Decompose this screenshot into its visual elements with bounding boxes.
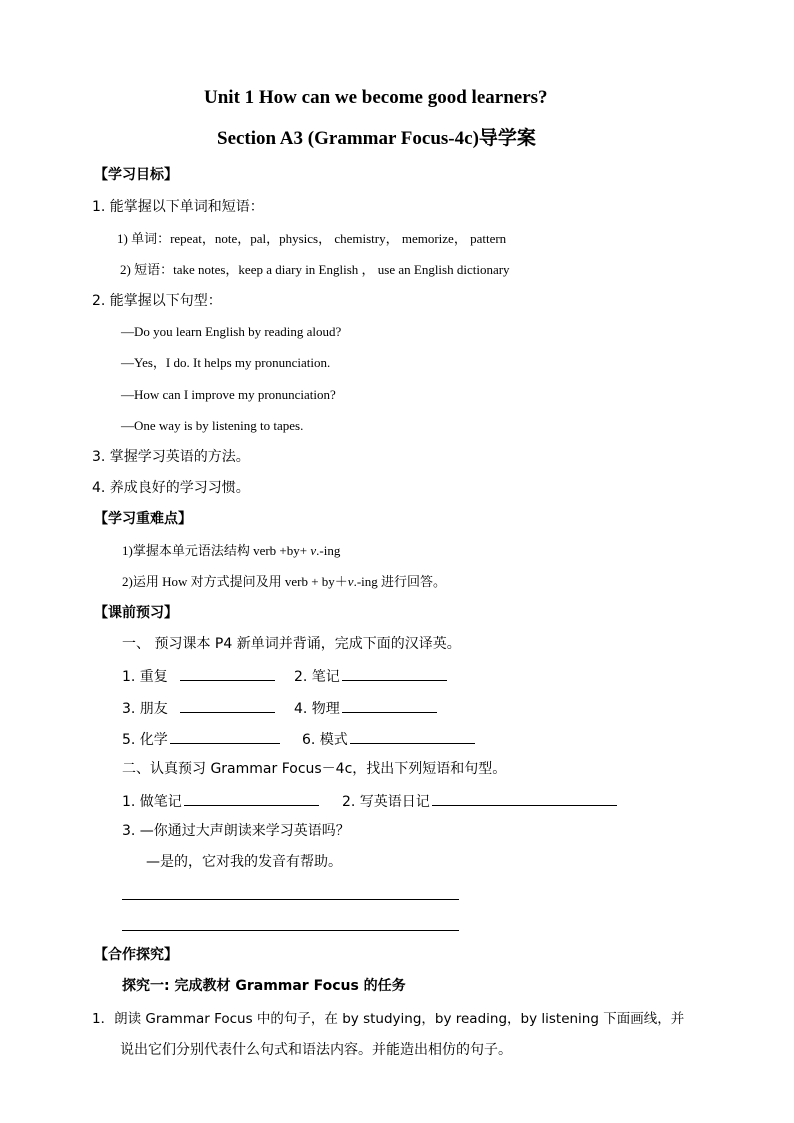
- sentence-1: —Do you learn English by reading aloud?: [121, 324, 342, 339]
- answer-blank[interactable]: [432, 791, 617, 806]
- page-title: Unit 1 How can we become good learners?: [204, 87, 548, 108]
- objective-item-2: 2. 能掌握以下句型：: [92, 293, 222, 309]
- objective-phrases: 2) 短语：take notes，keep a diary in English ， use an English dictionary: [120, 262, 510, 277]
- key-point-2: [122, 573, 446, 591]
- key-point-1-ing: .-ing: [316, 543, 341, 558]
- sentence-3: —How can I improve my pronunciation?: [121, 387, 336, 402]
- vocab-label: 1. 重复: [122, 669, 168, 685]
- vocab-item: [294, 698, 437, 718]
- answer-blank[interactable]: [184, 791, 319, 806]
- explore-paragraph-line-2: 说出它们分别代表什么句式和语法内容。并能造出相仿的句子。: [120, 1042, 512, 1058]
- phrase-item: [342, 791, 617, 811]
- sentence-2: —Yes，I do. It helps my pronunciation.: [121, 355, 331, 370]
- objective-words: 1) 单词：repeat，note，pal，physics， chemistry， memorize， pattern: [117, 231, 507, 246]
- key-point-1-text: 1)掌握本单元语法结构 verb +by+: [122, 543, 311, 558]
- key-point-1: [122, 542, 340, 560]
- answer-blank[interactable]: [342, 666, 447, 681]
- section-heading-objectives: 【学习目标】: [94, 167, 178, 183]
- phrase-label: 2. 写英语日记: [342, 794, 430, 810]
- preview-part-1: 一、 预习课本 P4 新单词并背诵，完成下面的汉译英。: [122, 636, 461, 652]
- phrase-item: [122, 791, 319, 811]
- key-point-1-v: v: [310, 543, 317, 558]
- answer-blank[interactable]: [180, 698, 275, 713]
- vocab-label: 3. 朋友: [122, 701, 168, 717]
- objective-item-4: 4. 养成良好的学习习惯。: [92, 480, 250, 496]
- preview-part-2: 二、认真预习 Grammar Focus－4c，找出下列短语和句型。: [122, 761, 507, 777]
- answer-line[interactable]: [122, 930, 459, 931]
- objective-item-3: 3. 掌握学习英语的方法。: [92, 449, 250, 465]
- vocab-item: [302, 729, 475, 749]
- vocab-item: [122, 666, 275, 686]
- answer-blank[interactable]: [350, 729, 475, 744]
- page-subtitle: Section A3 (Grammar Focus-4c)导学案: [217, 128, 536, 149]
- section-heading-explore: 【合作探究】: [94, 947, 178, 963]
- answer-line[interactable]: [122, 899, 459, 900]
- phrase-label: 1. 做笔记: [122, 794, 182, 810]
- objective-item-1: 1. 能掌握以下单词和短语：: [92, 199, 264, 215]
- vocab-label: 6. 模式: [302, 732, 348, 748]
- question-3-line-2: —是的，它对我的发音有帮助。: [146, 854, 342, 870]
- key-point-2-ing: .-ing 进行回答。: [353, 574, 447, 589]
- key-point-2-text: 2)运用 How 对方式提问及用 verb + by＋: [122, 574, 348, 589]
- sentence-4: —One way is by listening to tapes.: [121, 418, 304, 433]
- vocab-label: 2. 笔记: [294, 669, 340, 685]
- vocab-item: [122, 729, 280, 749]
- answer-blank[interactable]: [170, 729, 280, 744]
- vocab-label: 5. 化学: [122, 732, 168, 748]
- answer-blank[interactable]: [180, 666, 275, 681]
- section-heading-key-points: 【学习重难点】: [94, 511, 192, 527]
- answer-blank[interactable]: [342, 698, 437, 713]
- vocab-item: [294, 666, 447, 686]
- question-3-line-1: 3. —你通过大声朗读来学习英语吗？: [122, 823, 350, 839]
- section-heading-preview: 【课前预习】: [94, 605, 178, 621]
- key-point-2-v: v: [347, 574, 354, 589]
- vocab-label: 4. 物理: [294, 701, 340, 717]
- explore-paragraph-line-1: 1．朗读 Grammar Focus 中的句子，在 by studying，by reading，by listening 下面画线，并: [92, 1011, 685, 1027]
- vocab-item: [122, 698, 275, 718]
- explore-task-1: 探究一: 完成教材 Grammar Focus 的任务: [122, 978, 406, 994]
